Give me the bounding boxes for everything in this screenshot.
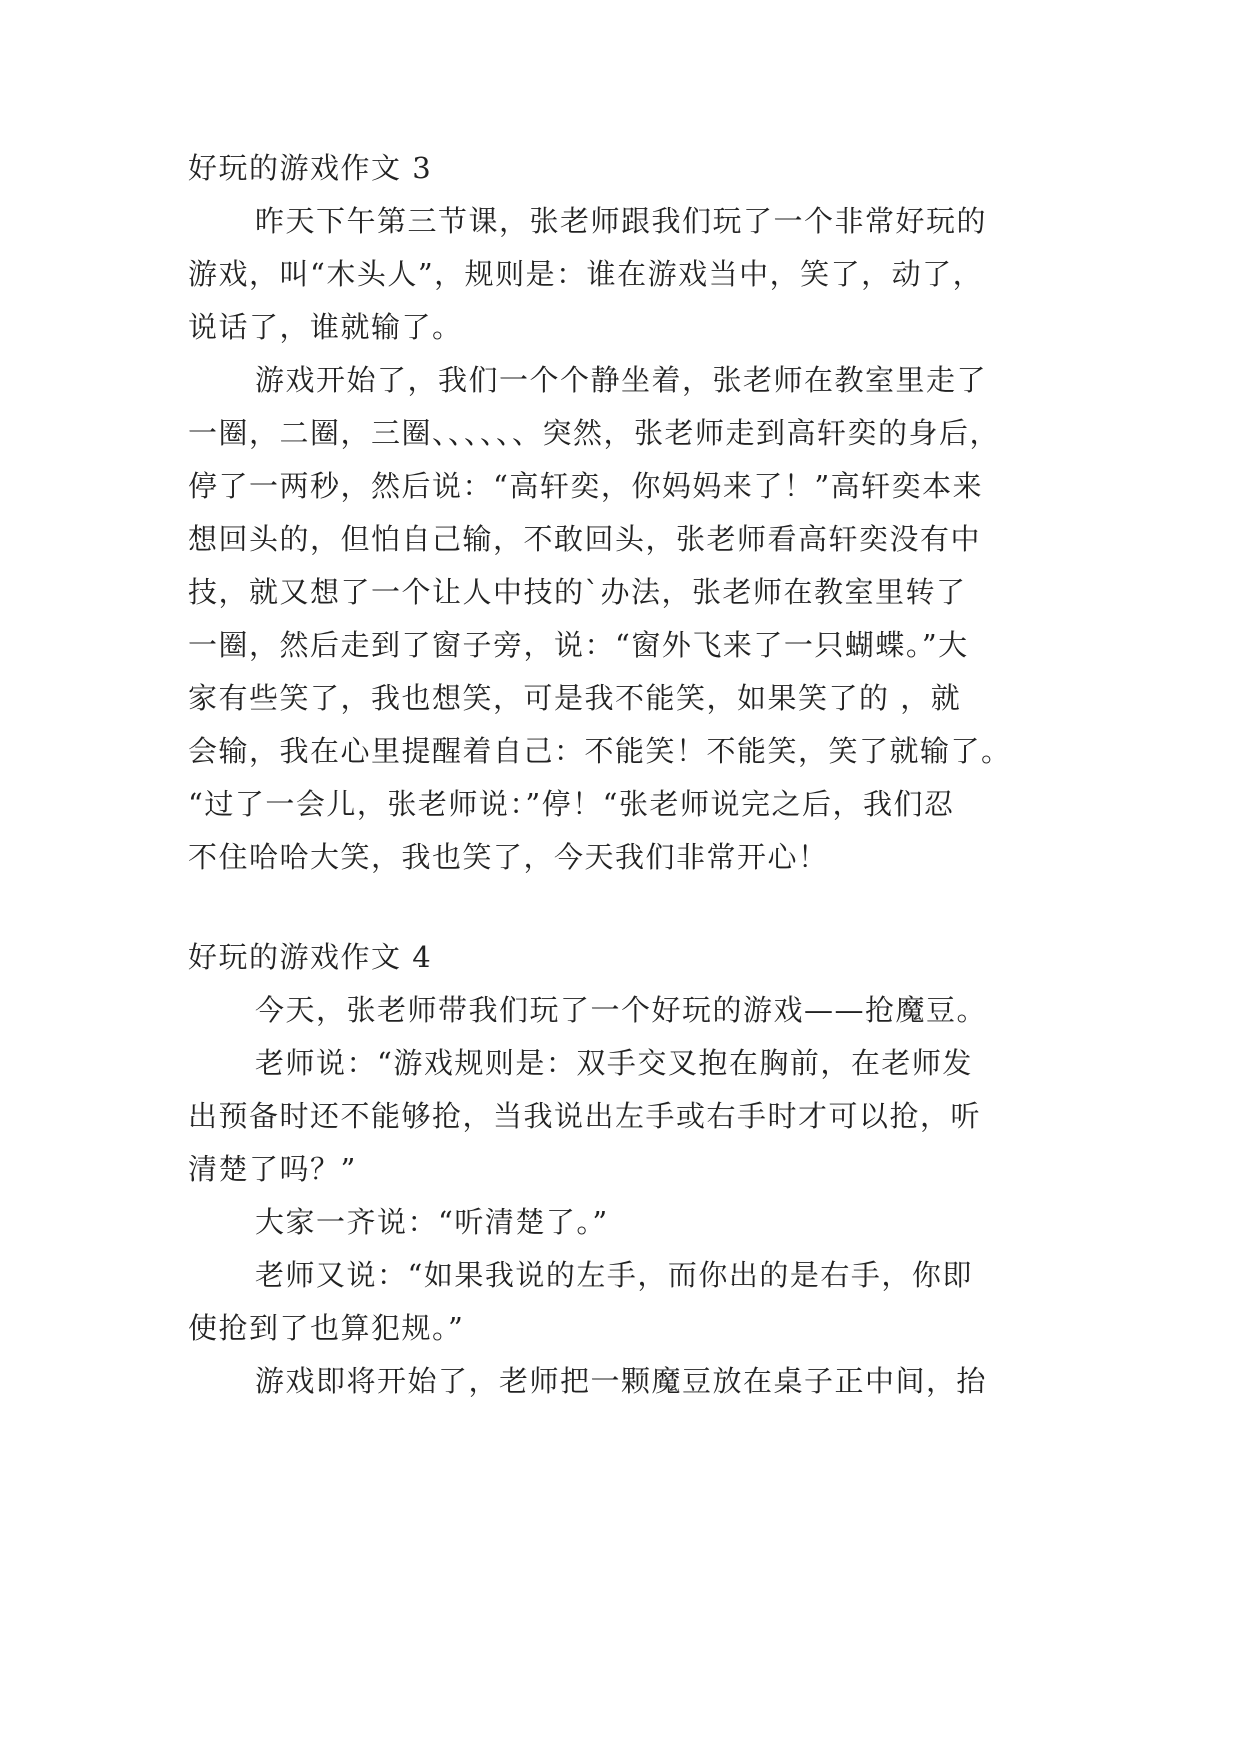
paragraph-line: 游戏即将开始了，老师把一颗魔豆放在桌子正中间，抬 [255, 1364, 988, 1398]
paragraph-line: 不住哈哈大笑，我也笑了，今天我们非常开心！ [188, 840, 829, 874]
paragraph-line: 会输，我在心里提醒着自己：不能笑！不能笑，笑了就输了。 [188, 734, 1012, 768]
paragraph-line: 一圈，二圈，三圈、、、、、、突然，张老师走到高轩奕的身后， [188, 416, 1001, 450]
paragraph-line: 老师说：“游戏规则是：双手交叉抱在胸前，在老师发 [255, 1046, 973, 1080]
paragraph-line: 大家一齐说：“听清楚了。” [255, 1205, 609, 1239]
essay-title-3: 好玩的游戏作文 3 [188, 151, 433, 185]
paragraph-line: 游戏，叫“木头人”，规则是：谁在游戏当中，笑了，动了， [188, 257, 984, 291]
paragraph-line: 想回头的，但怕自己输，不敢回头，张老师看高轩奕没有中 [188, 522, 982, 556]
paragraph-line: 说话了，谁就输了。 [188, 310, 463, 344]
paragraph-line: 使抢到了也算犯规。” [188, 1311, 465, 1345]
essay-title-4: 好玩的游戏作文 4 [188, 940, 433, 974]
paragraph-line: 出预备时还不能够抢，当我说出左手或右手时才可以抢，听 [188, 1099, 982, 1133]
paragraph-line: 老师又说：“如果我说的左手，而你出的是右手，你即 [255, 1258, 973, 1292]
paragraph-line: 今天，张老师带我们玩了一个好玩的游戏——抢魔豆。 [255, 993, 988, 1027]
paragraph-line: 一圈，然后走到了窗子旁，说：“窗外飞来了一只蝴蝶。”大 [188, 628, 969, 662]
paragraph-line: 游戏开始了，我们一个个静坐着，张老师在教室里走了 [255, 363, 988, 397]
paragraph-line: “过了一会儿，张老师说：”停！“张老师说完之后，我们忍 [188, 787, 955, 821]
paragraph-line: 技，就又想了一个让人中技的`办法，张老师在教室里转了 [188, 575, 967, 609]
paragraph-line: 昨天下午第三节课，张老师跟我们玩了一个非常好玩的 [255, 204, 988, 238]
paragraph-line: 清楚了吗？” [188, 1152, 357, 1186]
paragraph-line: 家有些笑了，我也想笑，可是我不能笑，如果笑了的 ，就 [188, 681, 962, 715]
paragraph-line: 停了一两秒，然后说：“高轩奕，你妈妈来了！”高轩奕本来 [188, 469, 984, 503]
